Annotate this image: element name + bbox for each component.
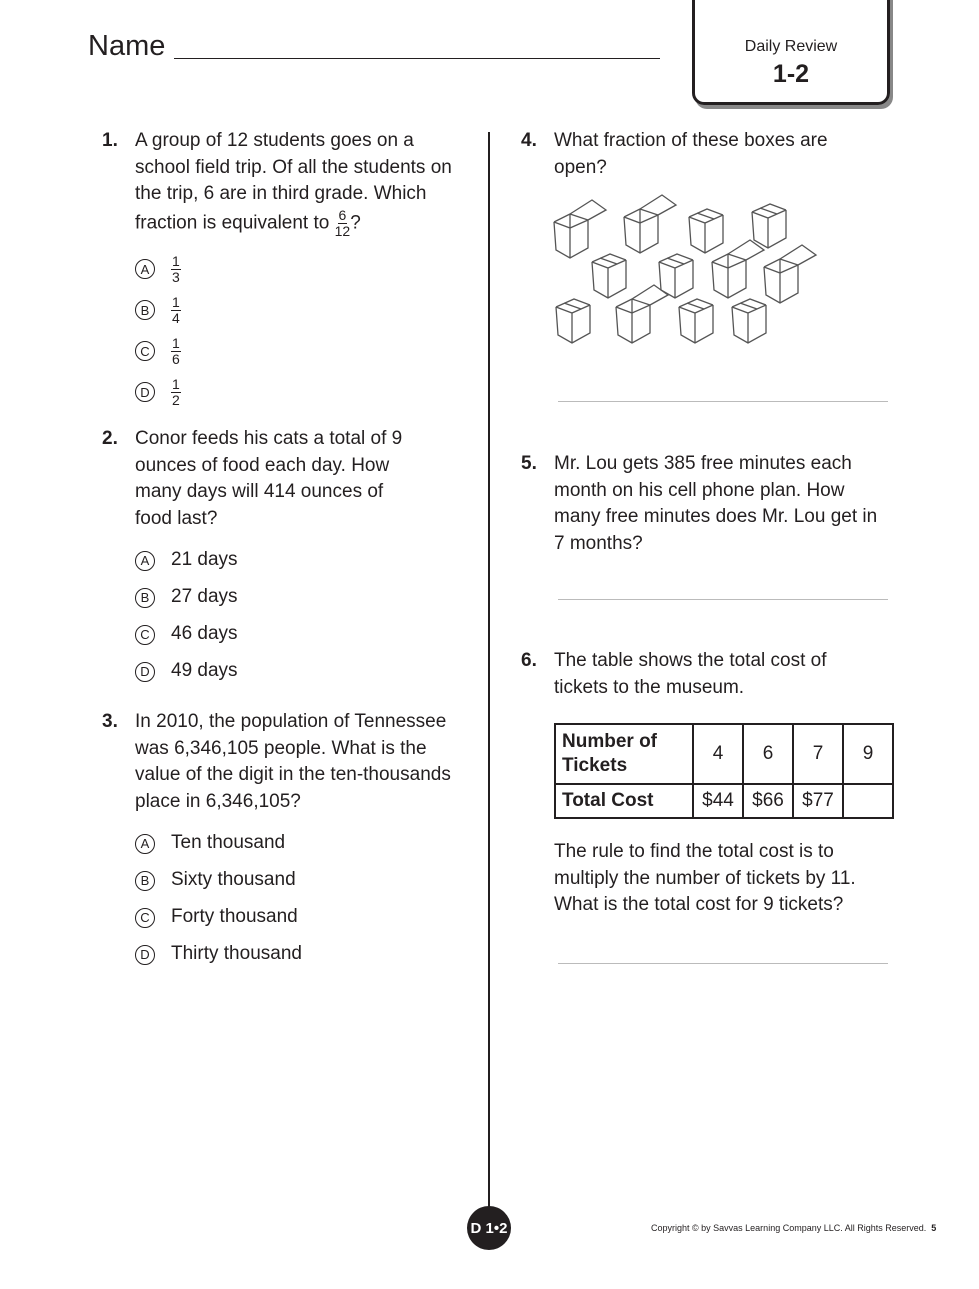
- answer-options: [135, 542, 478, 690]
- option-bubble[interactable]: D: [135, 662, 155, 682]
- table-cell: $66: [743, 784, 793, 818]
- option-label: Sixty thousand: [171, 869, 296, 891]
- tab-number: 1-2: [772, 60, 810, 88]
- option-fraction: [171, 336, 181, 367]
- question-number: 3.: [102, 711, 118, 732]
- copyright-text: Copyright © by Savvas Learning Company LLC. All Rights Reserved.: [651, 1223, 927, 1233]
- option-bubble[interactable]: B: [135, 300, 155, 320]
- answer-line[interactable]: [558, 599, 888, 600]
- page-number: 5: [931, 1223, 937, 1233]
- answer-option-d[interactable]: [135, 653, 478, 690]
- numerator: 1: [172, 334, 180, 351]
- table-cell: 4: [693, 724, 743, 784]
- table-cell: 9: [843, 724, 893, 784]
- option-bubble[interactable]: C: [135, 341, 155, 361]
- table-row: [555, 784, 893, 818]
- option-bubble[interactable]: C: [135, 625, 155, 645]
- option-label: 46 days: [171, 623, 238, 645]
- question-text: [135, 128, 455, 239]
- option-bubble[interactable]: C: [135, 908, 155, 928]
- question-number: 6.: [521, 650, 537, 671]
- name-line[interactable]: [174, 58, 660, 59]
- option-bubble[interactable]: B: [135, 871, 155, 891]
- row-header: Number of Tickets: [555, 724, 693, 784]
- tickets-table: [554, 723, 894, 819]
- answer-options: [135, 825, 478, 973]
- open-box-icon: [712, 240, 764, 298]
- daily-review-tab: [692, 0, 890, 105]
- copyright: [651, 1223, 936, 1233]
- closed-box-icon: [556, 299, 590, 343]
- numerator: 1: [172, 375, 180, 392]
- answer-option-a[interactable]: [135, 542, 478, 579]
- closed-box-icon: [732, 299, 766, 343]
- denominator: 3: [172, 268, 180, 285]
- answer-line[interactable]: [558, 963, 888, 964]
- open-box-icon: [616, 285, 668, 343]
- question-2: [102, 426, 478, 709]
- lesson-badge: D 1•2: [467, 1206, 511, 1250]
- question-4: [521, 128, 896, 451]
- option-bubble[interactable]: A: [135, 551, 155, 571]
- option-bubble[interactable]: A: [135, 834, 155, 854]
- right-column: [521, 128, 896, 964]
- table-cell: 6: [743, 724, 793, 784]
- question-mark: ?: [350, 212, 361, 234]
- denominator: 12: [334, 222, 351, 239]
- answer-option-d[interactable]: [135, 936, 478, 973]
- option-fraction: [171, 377, 181, 408]
- answer-option-a[interactable]: [135, 825, 478, 862]
- question-text: In 2010, the population of Tennessee was 6,346,105 people. What is the value of the digit in the ten-thousands place in 6,346,105?: [135, 711, 451, 812]
- name-label: Name: [88, 30, 166, 62]
- table-cell: 7: [793, 724, 843, 784]
- question-5: [521, 451, 896, 648]
- answer-options: [135, 249, 478, 413]
- answer-option-c[interactable]: [135, 616, 478, 653]
- tab-title: Daily Review: [744, 38, 838, 55]
- option-label: Forty thousand: [171, 906, 298, 928]
- open-box-icon: [624, 195, 676, 253]
- option-label: Thirty thousand: [171, 943, 302, 965]
- answer-option-b[interactable]: [135, 579, 478, 616]
- option-label: 49 days: [171, 660, 238, 682]
- numerator: 1: [172, 252, 180, 269]
- closed-box-icon: [689, 209, 723, 253]
- numerator: 1: [172, 293, 180, 310]
- option-bubble[interactable]: D: [135, 382, 155, 402]
- answer-option-b[interactable]: [135, 862, 478, 899]
- denominator: 4: [172, 309, 180, 326]
- numerator: 6: [338, 206, 347, 223]
- table-cell: $77: [793, 784, 843, 818]
- denominator: 2: [172, 391, 180, 408]
- question-text: What fraction of these boxes are open?: [554, 130, 828, 178]
- question-6: [521, 648, 896, 964]
- question-1: [102, 128, 478, 426]
- closed-box-icon: [679, 299, 713, 343]
- option-bubble[interactable]: D: [135, 945, 155, 965]
- rule-text: The rule to find the total cost is to multiply the number of tickets by 11. What is the total cost for 9 tickets?: [554, 841, 856, 915]
- answer-line[interactable]: [558, 401, 888, 402]
- boxes-illustration: [544, 189, 834, 349]
- option-bubble[interactable]: B: [135, 588, 155, 608]
- option-bubble[interactable]: A: [135, 259, 155, 279]
- closed-box-icon: [592, 254, 626, 298]
- question-text-body: A group of 12 students goes on a school field trip. Of all the students on the trip, 6 are in third grade. Which fraction is equivalent to: [135, 130, 452, 234]
- closed-box-icon: [752, 204, 786, 248]
- table-cell-blank[interactable]: [843, 784, 893, 818]
- option-label: 21 days: [171, 549, 238, 571]
- answer-option-c[interactable]: [135, 331, 478, 372]
- answer-option-a[interactable]: [135, 249, 478, 290]
- table-cell: $44: [693, 784, 743, 818]
- option-label: Ten thousand: [171, 832, 286, 854]
- open-box-icon: [554, 200, 606, 258]
- option-fraction: [171, 295, 181, 326]
- closed-box-icon: [659, 254, 693, 298]
- question-number: 1.: [102, 130, 118, 151]
- left-column: [102, 128, 478, 973]
- row-header: Total Cost: [555, 784, 693, 818]
- question-number: 5.: [521, 453, 537, 474]
- question-text: Mr. Lou gets 385 free minutes each month on his cell phone plan. How many free minutes does Mr. Lou get in 7 months?: [554, 453, 878, 554]
- answer-option-c[interactable]: [135, 899, 478, 936]
- answer-option-d[interactable]: [135, 372, 478, 413]
- denominator: 6: [172, 350, 180, 367]
- question-text: The table shows the total cost of tickets to the museum.: [554, 650, 827, 698]
- table-row: [555, 724, 893, 784]
- question-number: 2.: [102, 428, 118, 449]
- answer-option-b[interactable]: [135, 290, 478, 331]
- option-label: 27 days: [171, 586, 238, 608]
- fraction: [335, 208, 351, 239]
- question-text: Conor feeds his cats a total of 9 ounces of food each day. How many days will 414 ounces of food last?: [135, 428, 403, 529]
- question-3: [102, 709, 478, 973]
- open-box-icon: [764, 245, 816, 303]
- column-divider: [488, 132, 490, 1212]
- question-number: 4.: [521, 130, 537, 151]
- option-fraction: [171, 254, 181, 285]
